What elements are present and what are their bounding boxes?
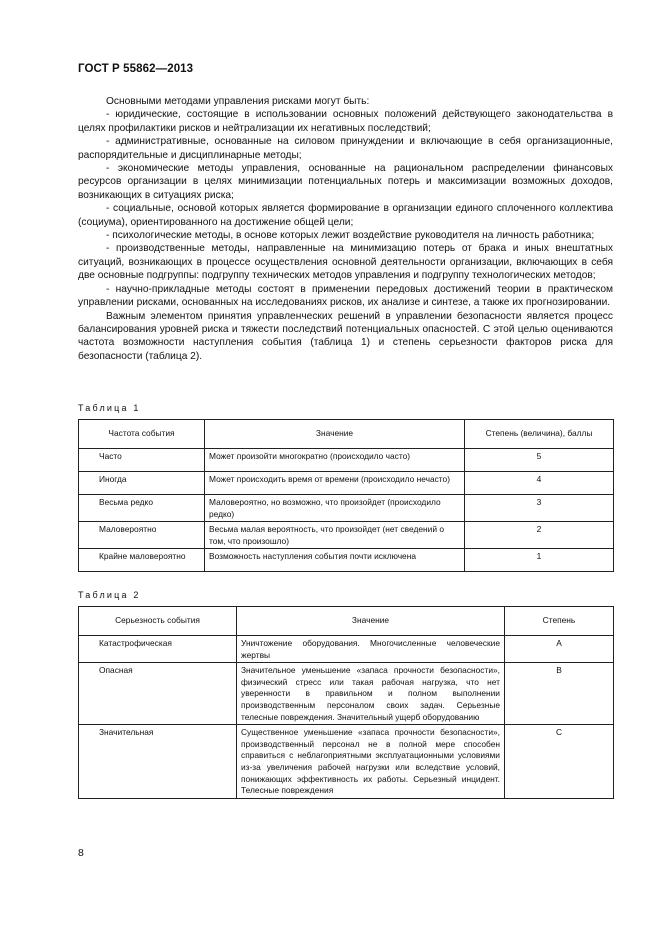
severity-cell: Катастрофическая [79,636,237,663]
paragraph: - психологические методы, в основе которых лежит воздействие руководителя на личность работника; [106,230,595,242]
column-header: Серьезность события [79,607,237,636]
paragraph: - производственные методы, направленные на минимизацию потерь от брака и иных внештатных ситуаций, возникающих в процессе осуществления основной деятельности организации, включающих в себя две основные подгруппы: подгруппу технических методов управления и подгруппу технологических методов; [78,243,613,282]
table-header-row [79,607,614,636]
severity-cell: Опасная [79,663,237,725]
meaning-cell: Может происходить время от времени (происходило нечасто) [205,472,465,495]
table-row [79,522,614,549]
frequency-cell: Иногда [79,472,205,495]
degree-cell: B [505,663,614,725]
body-text [78,95,613,363]
paragraph: - экономические методы управления, основанные на рациональном распределении финансовых ресурсов организации в целях минимизации потенциальных потерь и максимизации возможных доходов, возникающих в ситуациях риска; [78,163,613,201]
frequency-table [78,419,614,572]
severity-cell: Значительная [79,725,237,799]
column-header: Степень [505,607,614,636]
table-row [79,449,614,472]
meaning-cell: Значительное уменьшение «запаса прочности безопасности», физический стресс или такая рабочая нагрузка, что нет уверенности в правильном и полном выполнении производственным персоналом своих задач. Серьезные телесные повреждения. Значительный ущерб оборудованию [237,663,505,725]
meaning-cell: Может произойти многократно (происходило часто) [205,449,465,472]
frequency-cell: Часто [79,449,205,472]
column-header: Частота события [79,420,205,449]
meaning-cell: Существенное уменьшение «запаса прочности безопасности», производственный персонал не в полной мере способен справиться с неблагоприятными эксплуатационными условиями из-за увеличения рабочей нагрузки или вследствие условий, понижающих эффективность их работы. Серьезный инцидент. Телесные повреждения [237,725,505,799]
table-row [79,725,614,799]
severity-table [78,606,614,799]
document-header: ГОСТ Р 55862—2013 [78,63,194,75]
table-row [79,495,614,522]
frequency-cell: Весьма редко [79,495,205,522]
table-header-row [79,420,614,449]
degree-cell: 2 [465,522,614,549]
degree-cell: 5 [465,449,614,472]
column-header: Степень (величина), баллы [465,420,614,449]
degree-cell: A [505,636,614,663]
meaning-cell: Уничтожение оборудования. Многочисленные человеческие жертвы [237,636,505,663]
degree-cell: 3 [465,495,614,522]
meaning-cell: Весьма малая вероятность, что произойдет (нет сведений о том, что произошло) [205,522,465,549]
page-number: 8 [78,847,84,859]
meaning-cell: Маловероятно, но возможно, что произойдет (происходило редко) [205,495,465,522]
frequency-cell: Крайне маловероятно [79,549,205,572]
column-header: Значение [205,420,465,449]
table-row [79,636,614,663]
paragraph: - административные, основанные на силовом принуждении и включающие в себя организационные, распорядительные и дисциплинарные методы; [78,136,613,161]
column-header: Значение [237,607,505,636]
paragraph: - социальные, основой которых является формирование в организации единого сплоченного коллектива (социума), ориентированного на достижение общей цели; [78,203,613,228]
paragraph: - юридические, состоящие в использовании основных положений действующего законодательства в целях профилактики рисков и нейтрализации их негативных последствий; [78,109,613,134]
degree-cell: 1 [465,549,614,572]
degree-cell: 4 [465,472,614,495]
table-row [79,472,614,495]
table-row [79,549,614,572]
meaning-cell: Возможность наступления события почти исключена [205,549,465,572]
table1-caption: Таблица 1 [78,403,141,413]
frequency-cell: Маловероятно [79,522,205,549]
paragraph: Основными методами управления рисками могут быть: [106,96,370,107]
table2-caption: Таблица 2 [78,590,141,600]
table-row [79,663,614,725]
degree-cell: C [505,725,614,799]
paragraph: - научно-прикладные методы состоят в применении передовых достижений теории в практическом управлении рисками, основанных на исследованиях рисков, их анализе и синтезе, а также их прогнозировании. [78,283,613,309]
paragraph: Важным элементом принятия управленческих решений в управлении безопасности является процесс балансирования уровней риска и тяжести последствий потенциальных опасностей. С этой целью оцениваются частота возможности наступления события (таблица 1) и степень серьезности факторов риска для безопасности (таблица 2). [78,310,613,362]
